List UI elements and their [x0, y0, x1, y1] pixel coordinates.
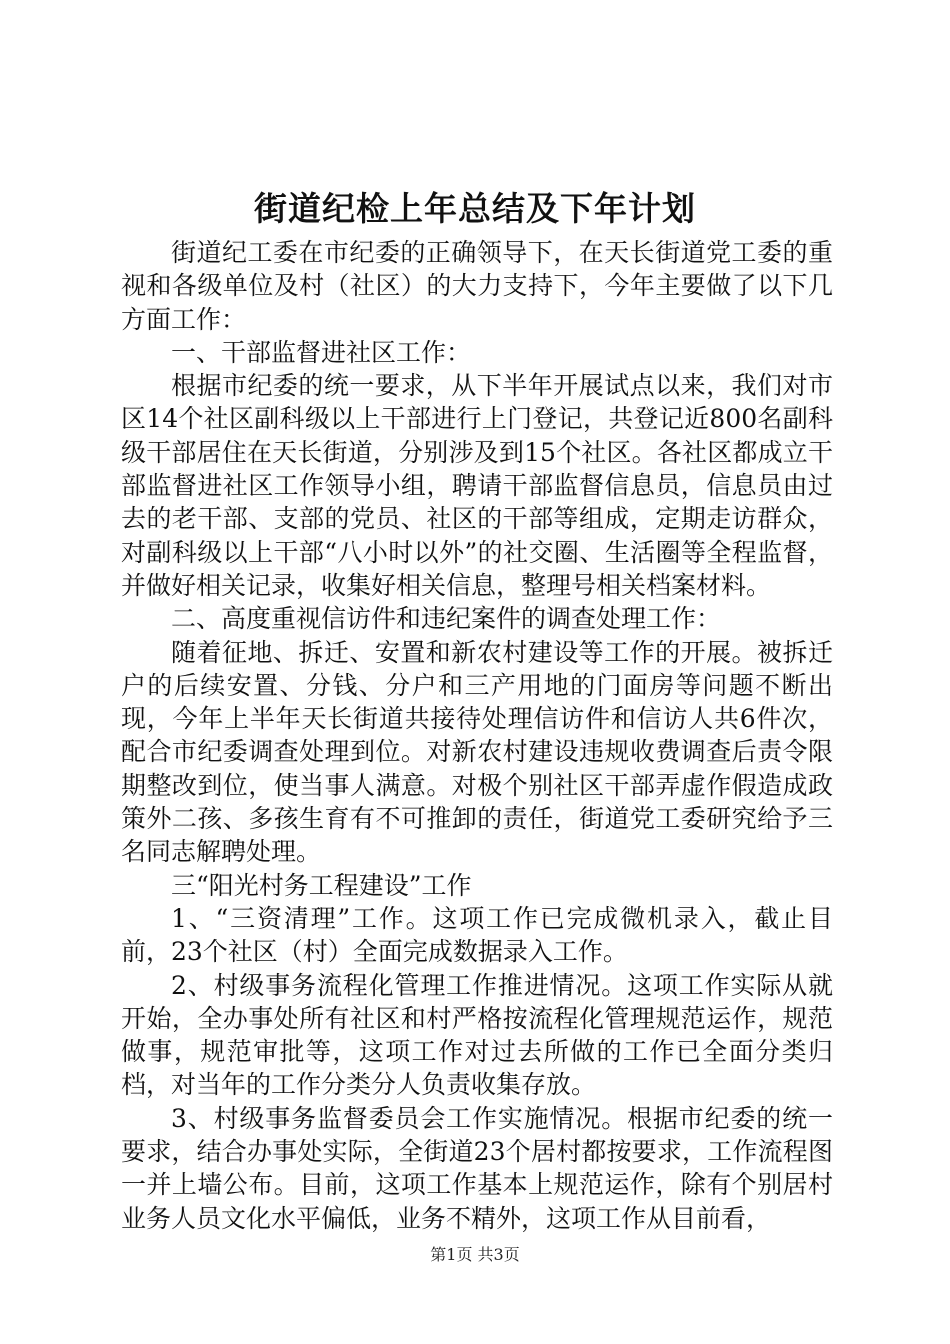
- document-body: [121, 236, 833, 1235]
- section-1-paragraph: 根据市纪委的统一要求，从下半年开展试点以来，我们对市区14个社区副科级以上干部进行上门登记，共登记近800名副科级干部居住在天长街道，分别涉及到15个社区。各社区都成立干部监督进社区工作领导小组，聘请干部监督信息员，信息员由过去的老干部、支部的党员、社区的干部等组成，定期走访群众，对副科级以上干部“八小时以外”的社交圈、生活圈等全程监督，并做好相关记录，收集好相关信息，整理号相关档案材料。: [121, 371, 833, 600]
- section-3-item-2: 2、村级事务流程化管理工作推进情况。这项工作实际从就开始，全办事处所有社区和村严格按流程化管理规范运作，规范做事，规范审批等，这项工作对过去所做的工作已全面分类归档，对当年的工作分类分人负责收集存放。: [121, 970, 833, 1100]
- section-3-item-1: 1、“三资清理”工作。这项工作已完成微机录入，截止目前，23个社区（村）全面完成数据录入工作。: [121, 903, 833, 967]
- section-heading-3: 三“阳光村务工程建设”工作: [171, 870, 472, 900]
- document-title: 街道纪检上年总结及下年计划: [254, 189, 696, 228]
- section-heading-1: 一、干部监督进社区工作：: [171, 337, 472, 367]
- section-3-item-3: 3、村级事务监督委员会工作实施情况。根据市纪委的统一要求，结合办事处实际，全街道23个居村都按要求，工作流程图一并上墙公布。目前，这项工作基本上规范运作，除有个别居村业务人员文化水平偏低，业务不精外，这项工作从目前看，: [121, 1103, 833, 1233]
- intro-paragraph: 街道纪工委在市纪委的正确领导下，在天长街道党工委的重视和各级单位及村（社区）的大力支持下，今年主要做了以下几方面工作：: [121, 238, 833, 334]
- section-2-paragraph: 随着征地、拆迁、安置和新农村建设等工作的开展。被拆迁户的后续安置、分钱、分户和三产用地的门面房等问题不断出现，今年上半年天长街道共接待处理信访件和信访人共6件次，配合市纪委调查处理到位。对新农村建设违规收费调查后责令限期整改到位，使当事人满意。对极个别社区干部弄虚作假造成政策外二孩、多孩生育有不可推卸的责任，街道党工委研究给予三名同志解聘处理。: [121, 637, 833, 867]
- section-heading-2: 二、高度重视信访件和违纪案件的调查处理工作：: [171, 604, 722, 634]
- page-footer: 第1页 共3页: [430, 1245, 520, 1264]
